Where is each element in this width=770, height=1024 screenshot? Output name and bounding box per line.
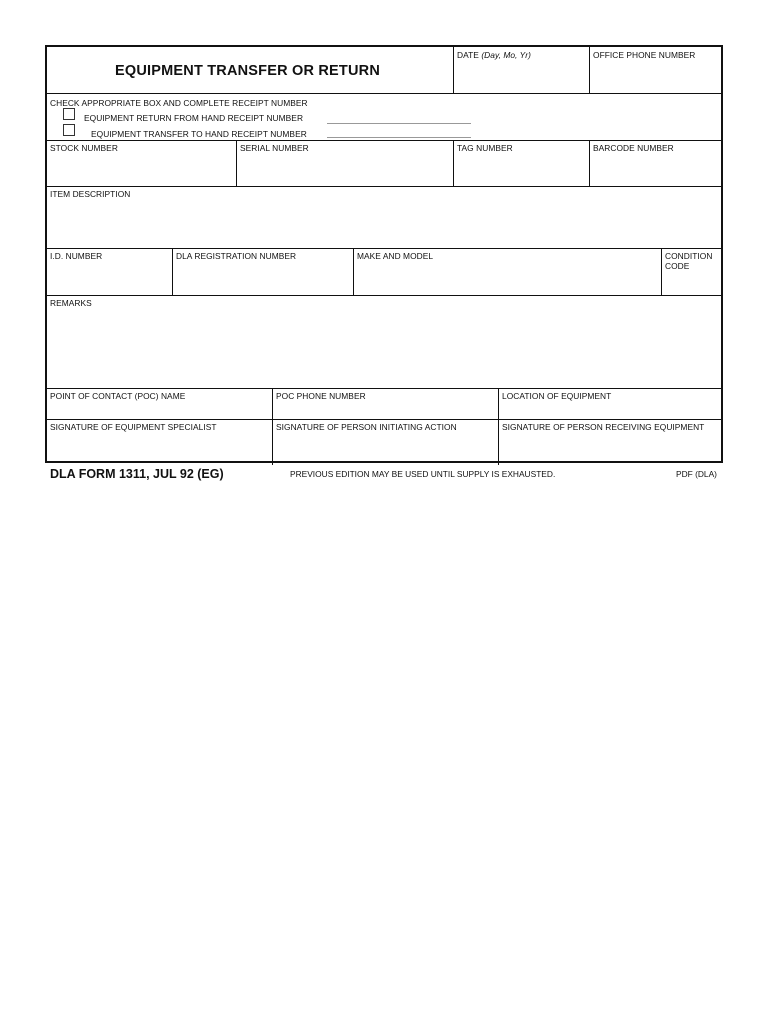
rule-numbers-bottom xyxy=(47,186,721,187)
transfer-receipt-number-line[interactable] xyxy=(327,137,471,138)
date-label: DATE xyxy=(457,50,479,60)
transfer-option-label: EQUIPMENT TRANSFER TO HAND RECEIPT NUMBER xyxy=(91,129,307,139)
rule-id-bottom xyxy=(47,295,721,296)
return-option-label: EQUIPMENT RETURN FROM HAND RECEIPT NUMBER xyxy=(84,113,304,123)
condition-label-line2: CODE xyxy=(665,261,690,271)
rule-remarks-bottom xyxy=(47,388,721,389)
vrule-id-2 xyxy=(353,248,354,295)
edition-note: PREVIOUS EDITION MAY BE USED UNTIL SUPPLY IS EXHAUSTED. xyxy=(290,469,556,479)
rule-description-bottom xyxy=(47,248,721,249)
item-description-label[interactable]: ITEM DESCRIPTION xyxy=(50,189,131,199)
rule-header-bottom xyxy=(47,93,721,94)
vrule-id-1 xyxy=(172,248,173,295)
vrule-numbers-1 xyxy=(236,140,237,186)
transfer-checkbox[interactable] xyxy=(63,124,75,136)
office-phone-field-label[interactable]: OFFICE PHONE NUMBER xyxy=(593,50,696,60)
vrule-id-3 xyxy=(661,248,662,295)
vrule-contact-1 xyxy=(272,388,273,465)
form-title: EQUIPMENT TRANSFER OR RETURN xyxy=(115,63,380,79)
return-checkbox[interactable] xyxy=(63,108,75,120)
remarks-label[interactable]: REMARKS xyxy=(50,298,92,308)
barcode-number-label[interactable]: BARCODE NUMBER xyxy=(593,143,674,153)
vrule-numbers-3 xyxy=(589,140,590,186)
id-number-label[interactable]: I.D. NUMBER xyxy=(50,251,103,261)
poc-name-label[interactable]: POINT OF CONTACT (POC) NAME xyxy=(50,391,186,401)
initiating-signature-label[interactable]: SIGNATURE OF PERSON INITIATING ACTION xyxy=(276,422,457,432)
vrule-numbers-2 xyxy=(453,140,454,186)
return-receipt-number-line[interactable] xyxy=(327,123,471,124)
receiving-signature-label[interactable]: SIGNATURE OF PERSON RECEIVING EQUIPMENT xyxy=(502,422,705,432)
condition-code-label[interactable] xyxy=(665,251,712,271)
poc-phone-label[interactable]: POC PHONE NUMBER xyxy=(276,391,366,401)
pdf-tag: PDF (DLA) xyxy=(676,469,717,479)
tag-number-label[interactable]: TAG NUMBER xyxy=(457,143,513,153)
date-format-hint: (Day, Mo, Yr) xyxy=(481,50,531,60)
location-label[interactable]: LOCATION OF EQUIPMENT xyxy=(502,391,612,401)
vrule-header-1 xyxy=(453,47,454,93)
rule-receipt-bottom xyxy=(47,140,721,141)
specialist-signature-label[interactable]: SIGNATURE OF EQUIPMENT SPECIALIST xyxy=(50,422,217,432)
stock-number-label[interactable]: STOCK NUMBER xyxy=(50,143,118,153)
make-model-label[interactable]: MAKE AND MODEL xyxy=(357,251,434,261)
serial-number-label[interactable]: SERIAL NUMBER xyxy=(240,143,309,153)
vrule-contact-2 xyxy=(498,388,499,465)
dla-registration-label[interactable]: DLA REGISTRATION NUMBER xyxy=(176,251,297,261)
equipment-transfer-form xyxy=(45,45,723,463)
rule-contact-bottom xyxy=(47,419,721,420)
condition-label-line1: CONDITION xyxy=(665,251,713,261)
vrule-header-2 xyxy=(589,47,590,93)
receipt-instruction: CHECK APPROPRIATE BOX AND COMPLETE RECEIPT NUMBER xyxy=(50,98,308,108)
date-field[interactable] xyxy=(457,50,531,60)
form-identifier: DLA FORM 1311, JUL 92 (EG) xyxy=(50,467,224,481)
